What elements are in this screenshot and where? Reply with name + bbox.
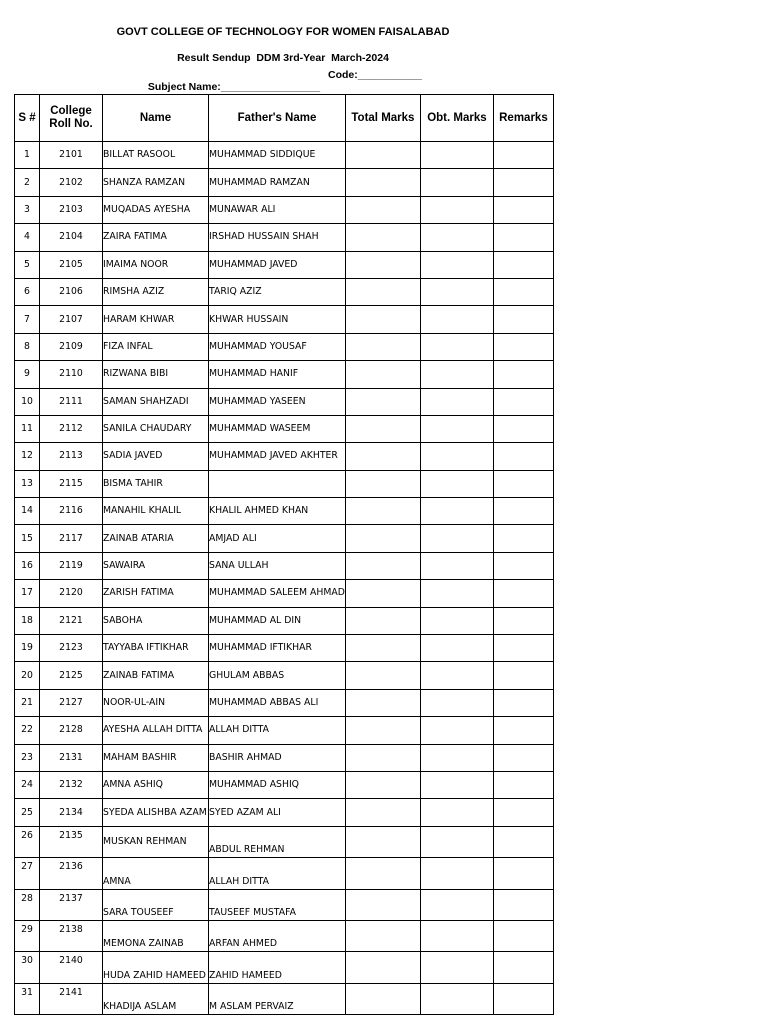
student-name-cell: BILLAT RASOOL (103, 142, 209, 169)
father-name-cell: MUNAWAR ALI (209, 196, 346, 223)
remarks-cell (493, 580, 553, 607)
student-name-cell: AYESHA ALLAH DITTA (103, 717, 209, 744)
total-marks-cell (345, 635, 420, 662)
serial-number-cell: 10 (15, 388, 40, 415)
roll-number-cell: 2132 (40, 771, 103, 798)
table-row (15, 689, 554, 716)
obtained-marks-cell (420, 580, 493, 607)
roll-number-cell: 2141 (40, 983, 103, 1014)
total-marks-cell (345, 889, 420, 920)
table-row (15, 142, 554, 169)
roll-number-cell: 2117 (40, 525, 103, 552)
obtained-marks-cell (420, 498, 493, 525)
remarks-cell (493, 142, 553, 169)
table-row (15, 771, 554, 798)
obtained-marks-cell (420, 983, 493, 1014)
table-row (15, 635, 554, 662)
total-marks-cell (345, 443, 420, 470)
table-row (15, 744, 554, 771)
father-name-cell: ARFAN AHMED (209, 920, 346, 951)
total-marks-cell (345, 920, 420, 951)
serial-number-cell: 1 (15, 142, 40, 169)
remarks-cell (493, 689, 553, 716)
table-row (15, 952, 554, 983)
table-row (15, 498, 554, 525)
father-name-cell: IRSHAD HUSSAIN SHAH (209, 224, 346, 251)
remarks-cell (493, 525, 553, 552)
roll-number-cell: 2135 (40, 826, 103, 857)
obtained-marks-cell (420, 689, 493, 716)
student-name-cell: AMNA (103, 858, 209, 889)
roll-number-cell: 2113 (40, 443, 103, 470)
remarks-cell (493, 826, 553, 857)
serial-number-cell: 26 (15, 826, 40, 857)
table-row (15, 662, 554, 689)
table-row (15, 470, 554, 497)
total-marks-cell (345, 689, 420, 716)
table-row (15, 858, 554, 889)
father-name-cell: GHULAM ABBAS (209, 662, 346, 689)
student-name-cell: ZAINAB FATIMA (103, 662, 209, 689)
serial-number-cell: 25 (15, 799, 40, 826)
roll-number-cell: 2137 (40, 889, 103, 920)
father-name-cell: MUHAMMAD ASHIQ (209, 771, 346, 798)
remarks-cell (493, 799, 553, 826)
father-name-cell: ABDUL REHMAN (209, 826, 346, 857)
obtained-marks-cell (420, 662, 493, 689)
document-subtitle: Result Sendup DDM 3rd-Year March-2024 (177, 52, 389, 64)
student-name-cell: ZAINAB ATARIA (103, 525, 209, 552)
remarks-cell (493, 662, 553, 689)
remarks-cell (493, 607, 553, 634)
remarks-cell (493, 771, 553, 798)
roll-number-cell: 2111 (40, 388, 103, 415)
student-name-cell: SANILA CHAUDARY (103, 415, 209, 442)
obtained-marks-cell (420, 306, 493, 333)
student-name-cell: MAHAM BASHIR (103, 744, 209, 771)
roll-number-cell: 2119 (40, 552, 103, 579)
student-name-cell: NOOR-UL-AIN (103, 689, 209, 716)
student-name-cell: IMAIMA NOOR (103, 251, 209, 278)
roll-number-cell: 2101 (40, 142, 103, 169)
father-name-cell: TAUSEEF MUSTAFA (209, 889, 346, 920)
obtained-marks-cell (420, 889, 493, 920)
total-marks-cell (345, 717, 420, 744)
serial-number-cell: 28 (15, 889, 40, 920)
serial-number-cell: 16 (15, 552, 40, 579)
obtained-marks-cell (420, 443, 493, 470)
roll-number-cell: 2106 (40, 278, 103, 305)
roll-number-cell: 2110 (40, 361, 103, 388)
serial-number-cell: 18 (15, 607, 40, 634)
remarks-cell (493, 552, 553, 579)
table-row (15, 607, 554, 634)
serial-number-cell: 4 (15, 224, 40, 251)
total-marks-cell (345, 388, 420, 415)
table-row (15, 278, 554, 305)
total-marks-cell (345, 799, 420, 826)
student-name-cell: RIZWANA BIBI (103, 361, 209, 388)
student-name-cell: FIZA INFAL (103, 333, 209, 360)
serial-number-cell: 27 (15, 858, 40, 889)
table-row (15, 799, 554, 826)
total-marks-cell (345, 278, 420, 305)
roll-number-cell: 2103 (40, 196, 103, 223)
father-name-cell: MUHAMMAD YASEEN (209, 388, 346, 415)
father-name-cell: MUHAMMAD ABBAS ALI (209, 689, 346, 716)
table-row (15, 983, 554, 1014)
father-name-cell: KHWAR HUSSAIN (209, 306, 346, 333)
serial-number-cell: 23 (15, 744, 40, 771)
total-marks-cell (345, 607, 420, 634)
total-marks-cell (345, 580, 420, 607)
serial-number-cell: 29 (15, 920, 40, 951)
total-marks-cell (345, 196, 420, 223)
student-name-cell: MUQADAS AYESHA (103, 196, 209, 223)
obtained-marks-cell (420, 415, 493, 442)
total-marks-cell (345, 662, 420, 689)
remarks-cell (493, 333, 553, 360)
father-name-cell: ALLAH DITTA (209, 717, 346, 744)
serial-number-cell: 8 (15, 333, 40, 360)
remarks-cell (493, 278, 553, 305)
father-name-cell: MUHAMMAD AL DIN (209, 607, 346, 634)
father-name-cell: M ASLAM PERVAIZ (209, 983, 346, 1014)
table-row (15, 889, 554, 920)
father-name-cell: ALLAH DITTA (209, 858, 346, 889)
roll-number-cell: 2115 (40, 470, 103, 497)
student-name-cell: ZARISH FATIMA (103, 580, 209, 607)
obtained-marks-cell (420, 952, 493, 983)
total-marks-cell (345, 858, 420, 889)
obtained-marks-cell (420, 196, 493, 223)
obtained-marks-cell (420, 169, 493, 196)
serial-number-cell: 5 (15, 251, 40, 278)
table-row (15, 251, 554, 278)
serial-number-cell: 2 (15, 169, 40, 196)
student-name-cell: SABOHA (103, 607, 209, 634)
student-name-cell: AMNA ASHIQ (103, 771, 209, 798)
remarks-cell (493, 952, 553, 983)
header-roll-number: College Roll No. (40, 95, 103, 142)
serial-number-cell: 11 (15, 415, 40, 442)
father-name-cell: MUHAMMAD SIDDIQUE (209, 142, 346, 169)
serial-number-cell: 30 (15, 952, 40, 983)
table-row (15, 826, 554, 857)
roll-number-cell: 2112 (40, 415, 103, 442)
obtained-marks-cell (420, 142, 493, 169)
obtained-marks-cell (420, 224, 493, 251)
student-name-cell: MEMONA ZAINAB (103, 920, 209, 951)
total-marks-cell (345, 744, 420, 771)
serial-number-cell: 17 (15, 580, 40, 607)
obtained-marks-cell (420, 388, 493, 415)
obtained-marks-cell (420, 920, 493, 951)
roll-number-cell: 2104 (40, 224, 103, 251)
obtained-marks-cell (420, 333, 493, 360)
remarks-cell (493, 470, 553, 497)
serial-number-cell: 6 (15, 278, 40, 305)
table-row (15, 920, 554, 951)
student-name-cell: SHANZA RAMZAN (103, 169, 209, 196)
father-name-cell: MUHAMMAD SALEEM AHMAD (209, 580, 346, 607)
total-marks-cell (345, 169, 420, 196)
serial-number-cell: 21 (15, 689, 40, 716)
roll-number-cell: 2123 (40, 635, 103, 662)
student-name-cell: SADIA JAVED (103, 443, 209, 470)
result-table (14, 94, 554, 1015)
father-name-cell: MUHAMMAD JAVED AKHTER (209, 443, 346, 470)
serial-number-cell: 19 (15, 635, 40, 662)
table-header-row (15, 95, 554, 142)
table-row (15, 443, 554, 470)
father-name-cell: KHALIL AHMED KHAN (209, 498, 346, 525)
roll-number-cell: 2105 (40, 251, 103, 278)
total-marks-cell (345, 826, 420, 857)
father-name-cell: MUHAMMAD IFTIKHAR (209, 635, 346, 662)
obtained-marks-cell (420, 552, 493, 579)
remarks-cell (493, 498, 553, 525)
father-name-cell: ZAHID HAMEED (209, 952, 346, 983)
student-name-cell: ZAIRA FATIMA (103, 224, 209, 251)
obtained-marks-cell (420, 607, 493, 634)
roll-number-cell: 2134 (40, 799, 103, 826)
table-row (15, 306, 554, 333)
subject-name-field: Subject Name:_________________ (147, 81, 321, 93)
obtained-marks-cell (420, 635, 493, 662)
total-marks-cell (345, 470, 420, 497)
serial-number-cell: 14 (15, 498, 40, 525)
roll-number-cell: 2109 (40, 333, 103, 360)
student-name-cell: MUSKAN REHMAN (103, 826, 209, 857)
obtained-marks-cell (420, 858, 493, 889)
total-marks-cell (345, 361, 420, 388)
header-name: Name (103, 95, 209, 142)
remarks-cell (493, 251, 553, 278)
roll-number-cell: 2136 (40, 858, 103, 889)
obtained-marks-cell (420, 826, 493, 857)
father-name-cell: MUHAMMAD JAVED (209, 251, 346, 278)
remarks-cell (493, 983, 553, 1014)
serial-number-cell: 7 (15, 306, 40, 333)
roll-number-cell: 2127 (40, 689, 103, 716)
header-serial-number: S # (15, 95, 40, 142)
student-name-cell: SARA TOUSEEF (103, 889, 209, 920)
table-row (15, 333, 554, 360)
obtained-marks-cell (420, 361, 493, 388)
remarks-cell (493, 858, 553, 889)
father-name-cell: MUHAMMAD RAMZAN (209, 169, 346, 196)
table-row (15, 552, 554, 579)
roll-number-cell: 2140 (40, 952, 103, 983)
remarks-cell (493, 717, 553, 744)
student-name-cell: SAMAN SHAHZADI (103, 388, 209, 415)
obtained-marks-cell (420, 525, 493, 552)
remarks-cell (493, 744, 553, 771)
serial-number-cell: 24 (15, 771, 40, 798)
total-marks-cell (345, 983, 420, 1014)
total-marks-cell (345, 333, 420, 360)
total-marks-cell (345, 771, 420, 798)
header-obtained-marks: Obt. Marks (420, 95, 493, 142)
father-name-cell: MUHAMMAD WASEEM (209, 415, 346, 442)
serial-number-cell: 20 (15, 662, 40, 689)
table-row (15, 525, 554, 552)
table-row (15, 717, 554, 744)
roll-number-cell: 2131 (40, 744, 103, 771)
father-name-cell: MUHAMMAD YOUSAF (209, 333, 346, 360)
obtained-marks-cell (420, 771, 493, 798)
remarks-cell (493, 920, 553, 951)
student-name-cell: SAWAIRA (103, 552, 209, 579)
serial-number-cell: 3 (15, 196, 40, 223)
table-row (15, 388, 554, 415)
father-name-cell: SYED AZAM ALI (209, 799, 346, 826)
serial-number-cell: 22 (15, 717, 40, 744)
student-name-cell: MANAHIL KHALIL (103, 498, 209, 525)
serial-number-cell: 15 (15, 525, 40, 552)
serial-number-cell: 31 (15, 983, 40, 1014)
roll-number-cell: 2138 (40, 920, 103, 951)
remarks-cell (493, 361, 553, 388)
remarks-cell (493, 196, 553, 223)
father-name-cell: TARIQ AZIZ (209, 278, 346, 305)
remarks-cell (493, 415, 553, 442)
header-total-marks: Total Marks (345, 95, 420, 142)
remarks-cell (493, 388, 553, 415)
document-title: GOVT COLLEGE OF TECHNOLOGY FOR WOMEN FAISALABAD (116, 26, 450, 38)
table-row (15, 169, 554, 196)
remarks-cell (493, 306, 553, 333)
student-name-cell: BISMA TAHIR (103, 470, 209, 497)
table-row (15, 196, 554, 223)
roll-number-cell: 2125 (40, 662, 103, 689)
total-marks-cell (345, 552, 420, 579)
roll-number-cell: 2128 (40, 717, 103, 744)
table-row (15, 415, 554, 442)
father-name-cell: AMJAD ALI (209, 525, 346, 552)
father-name-cell (209, 470, 346, 497)
obtained-marks-cell (420, 799, 493, 826)
roll-number-cell: 2120 (40, 580, 103, 607)
serial-number-cell: 12 (15, 443, 40, 470)
student-name-cell: RIMSHA AZIZ (103, 278, 209, 305)
father-name-cell: BASHIR AHMAD (209, 744, 346, 771)
total-marks-cell (345, 251, 420, 278)
roll-number-cell: 2121 (40, 607, 103, 634)
remarks-cell (493, 169, 553, 196)
remarks-cell (493, 635, 553, 662)
obtained-marks-cell (420, 278, 493, 305)
remarks-cell (493, 889, 553, 920)
student-name-cell: HARAM KHWAR (103, 306, 209, 333)
obtained-marks-cell (420, 744, 493, 771)
total-marks-cell (345, 498, 420, 525)
total-marks-cell (345, 952, 420, 983)
total-marks-cell (345, 306, 420, 333)
father-name-cell: SANA ULLAH (209, 552, 346, 579)
student-name-cell: TAYYABA IFTIKHAR (103, 635, 209, 662)
obtained-marks-cell (420, 251, 493, 278)
serial-number-cell: 9 (15, 361, 40, 388)
roll-number-cell: 2102 (40, 169, 103, 196)
obtained-marks-cell (420, 470, 493, 497)
total-marks-cell (345, 415, 420, 442)
serial-number-cell: 13 (15, 470, 40, 497)
table-row (15, 224, 554, 251)
roll-number-cell: 2107 (40, 306, 103, 333)
table-row (15, 361, 554, 388)
subject-code-field: Code:___________ (328, 69, 422, 81)
student-name-cell: KHADIJA ASLAM (103, 983, 209, 1014)
header-father-name: Father's Name (209, 95, 346, 142)
student-name-cell: HUDA ZAHID HAMEED (103, 952, 209, 983)
father-name-cell: MUHAMMAD HANIF (209, 361, 346, 388)
student-name-cell: SYEDA ALISHBA AZAM (103, 799, 209, 826)
header-remarks: Remarks (493, 95, 553, 142)
roll-number-cell: 2116 (40, 498, 103, 525)
remarks-cell (493, 443, 553, 470)
total-marks-cell (345, 224, 420, 251)
total-marks-cell (345, 525, 420, 552)
total-marks-cell (345, 142, 420, 169)
table-row (15, 580, 554, 607)
remarks-cell (493, 224, 553, 251)
obtained-marks-cell (420, 717, 493, 744)
